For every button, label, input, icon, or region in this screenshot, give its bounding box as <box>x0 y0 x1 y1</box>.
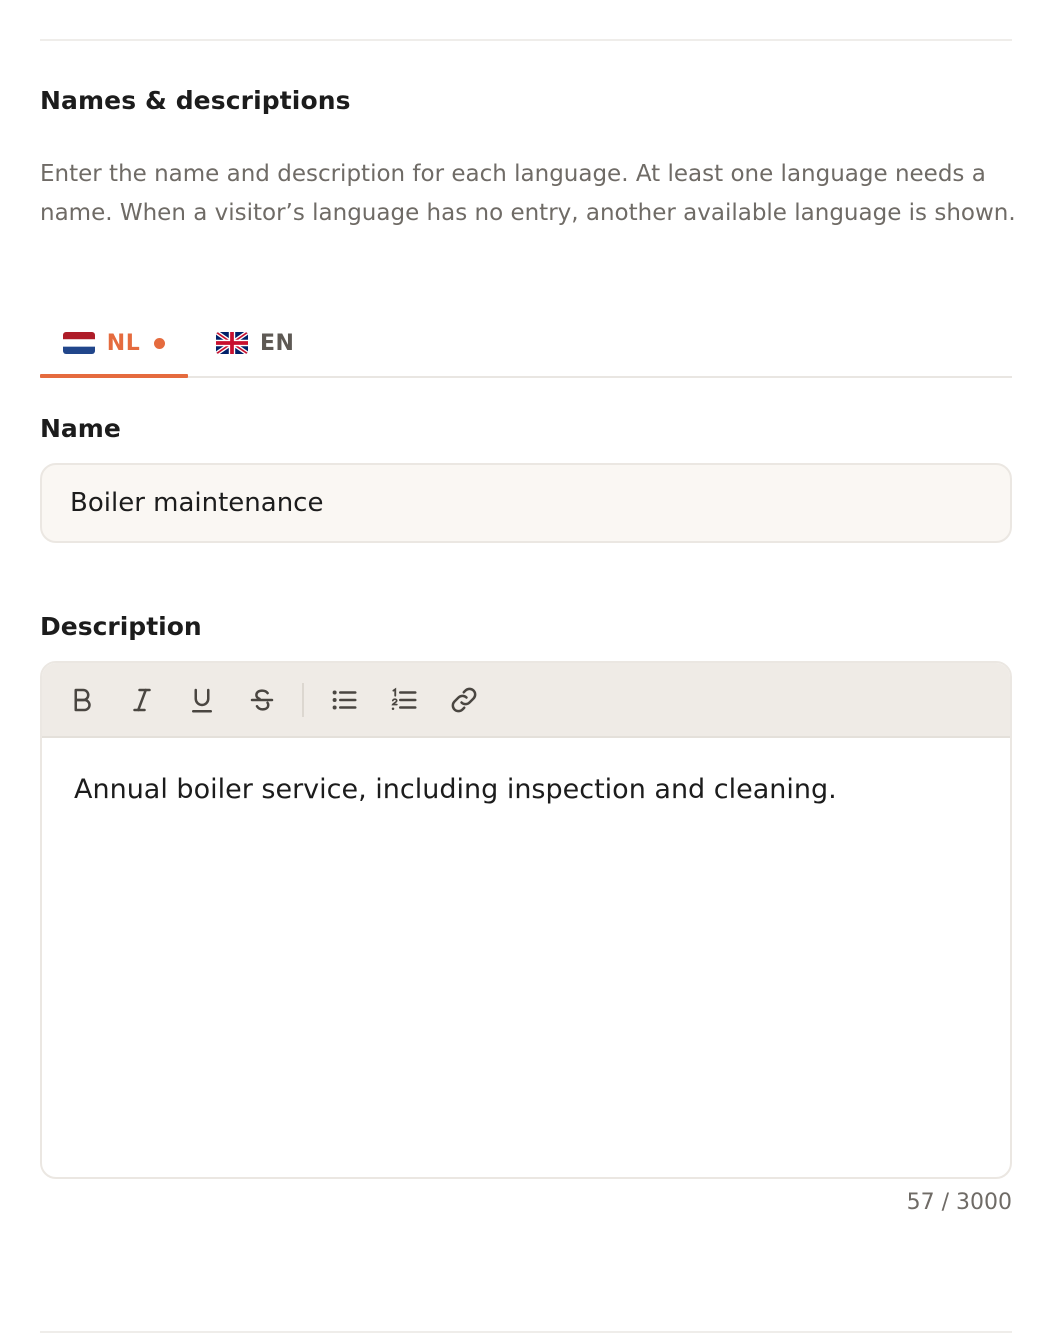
italic-button[interactable] <box>122 680 162 720</box>
numbered-list-icon <box>389 685 419 715</box>
top-divider <box>40 39 1012 41</box>
strikethrough-icon <box>247 685 277 715</box>
bullet-list-button[interactable] <box>324 680 364 720</box>
bold-button[interactable] <box>62 680 102 720</box>
tab-en-label: EN <box>260 330 295 356</box>
underline-button[interactable] <box>182 680 222 720</box>
united-kingdom-flag-icon <box>216 332 248 354</box>
name-input[interactable] <box>40 463 1012 543</box>
description-textarea[interactable]: Annual boiler service, including inspection and cleaning. <box>74 774 837 805</box>
section-title: Names & descriptions <box>40 86 351 115</box>
italic-icon <box>127 685 157 715</box>
bullet-list-icon <box>329 685 359 715</box>
tab-nl[interactable] <box>40 310 188 376</box>
underline-icon <box>187 685 217 715</box>
editor-toolbar <box>42 663 1010 738</box>
tab-nl-label: NL <box>106 330 141 356</box>
link-icon <box>449 685 479 715</box>
numbered-list-button[interactable] <box>384 680 424 720</box>
netherlands-flag-icon <box>63 332 95 354</box>
bold-icon <box>67 685 97 715</box>
description-editor <box>40 661 1012 1179</box>
description-label: Description <box>40 612 202 641</box>
character-counter: 57 / 3000 <box>906 1190 1012 1215</box>
link-button[interactable] <box>444 680 484 720</box>
language-tabs <box>40 310 1012 378</box>
toolbar-separator <box>302 683 304 717</box>
section-description: Enter the name and description for each language. At least one language needs a name. When a visitor’s language has no entry, another available language is shown. <box>40 161 1016 226</box>
bottom-divider <box>40 1331 1012 1333</box>
tab-en[interactable] <box>216 310 316 376</box>
name-label: Name <box>40 414 121 443</box>
has-content-indicator <box>154 338 165 349</box>
strikethrough-button[interactable] <box>242 680 282 720</box>
